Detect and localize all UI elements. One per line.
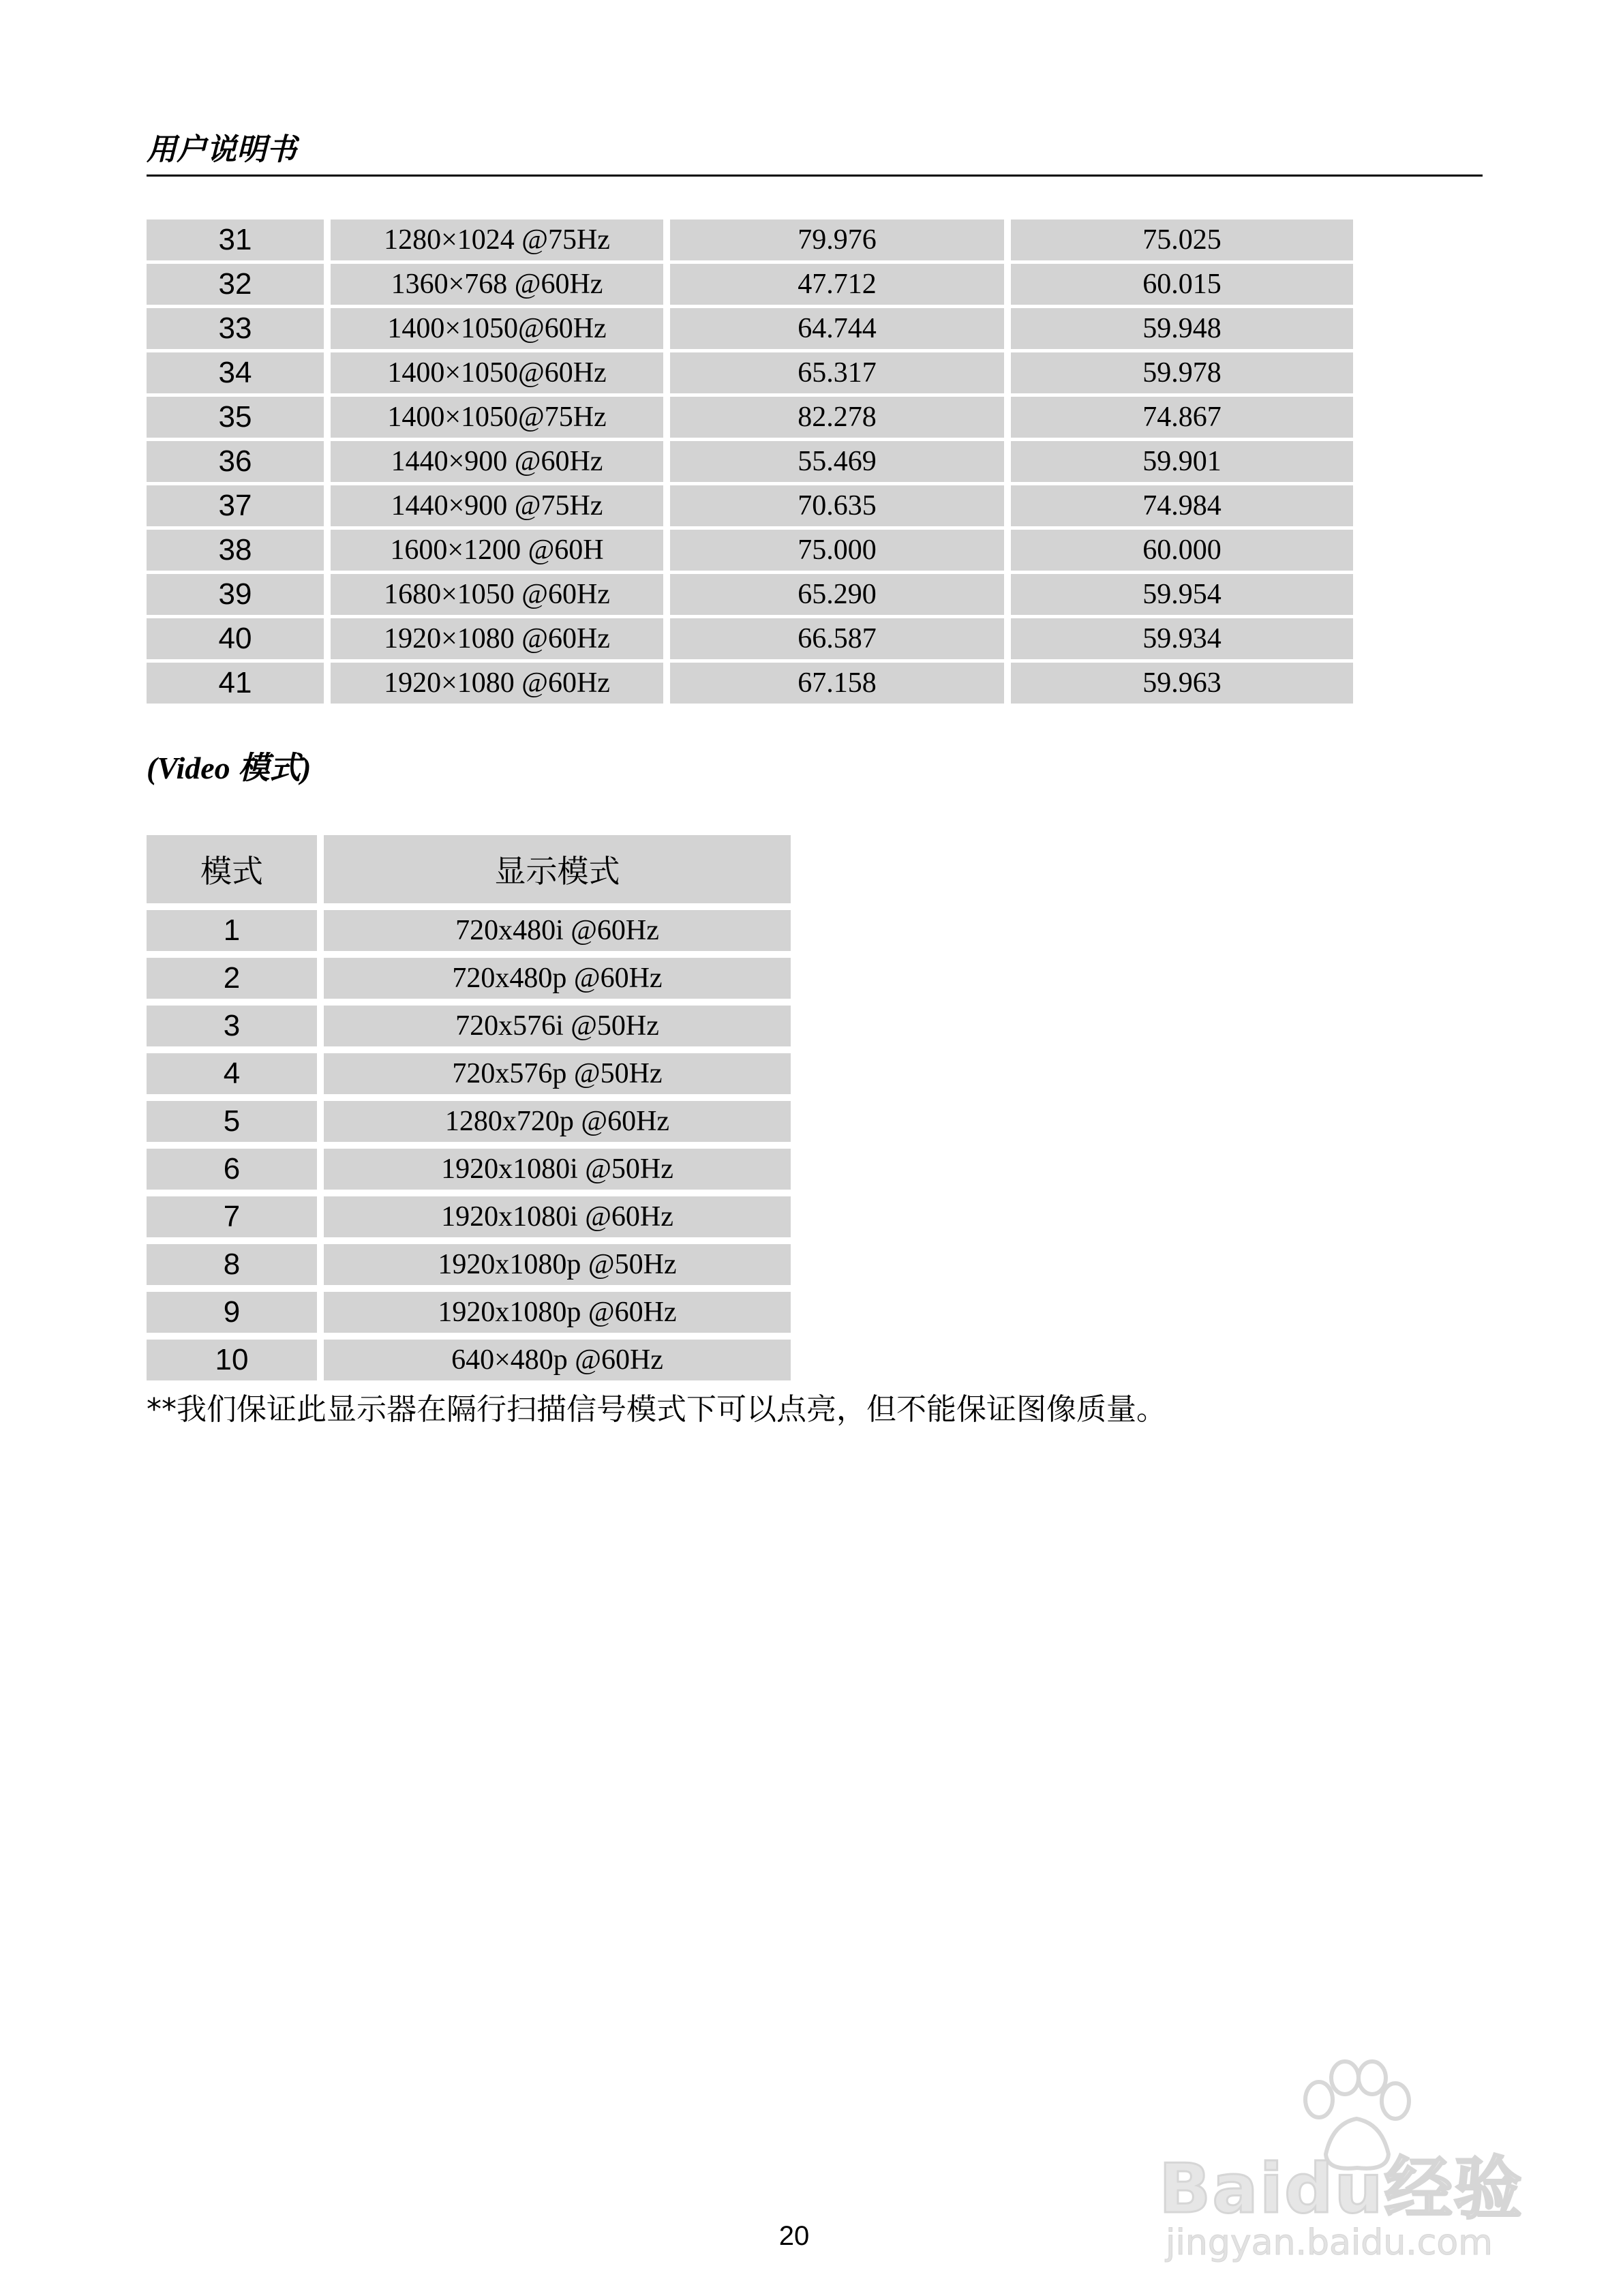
table-row <box>147 397 1483 438</box>
row-number: 35 <box>147 397 324 438</box>
table-row <box>147 308 1483 349</box>
table-row <box>147 910 791 951</box>
horizontal-frequency: 70.635 <box>670 485 1004 526</box>
mode-number: 3 <box>147 1006 317 1046</box>
display-mode: 1920×1080 @60Hz <box>331 663 663 704</box>
table-row <box>147 441 1483 482</box>
display-mode: 1400×1050@75Hz <box>331 397 663 438</box>
vertical-frequency: 59.963 <box>1011 663 1353 704</box>
mode-number: 9 <box>147 1292 317 1333</box>
horizontal-frequency: 82.278 <box>670 397 1004 438</box>
display-mode: 1400×1050@60Hz <box>331 352 663 393</box>
row-number: 31 <box>147 220 324 260</box>
display-mode: 1600×1200 @60H <box>331 530 663 571</box>
horizontal-frequency: 55.469 <box>670 441 1004 482</box>
row-number: 34 <box>147 352 324 393</box>
row-number: 32 <box>147 264 324 305</box>
row-number: 33 <box>147 308 324 349</box>
display-mode: 720x576i @50Hz <box>324 1006 791 1046</box>
horizontal-frequency: 79.976 <box>670 220 1004 260</box>
video-mode-table <box>147 835 791 1387</box>
display-mode: 1920x1080i @50Hz <box>324 1149 791 1190</box>
table-row <box>147 574 1483 615</box>
horizontal-frequency: 67.158 <box>670 663 1004 704</box>
mode-number: 5 <box>147 1101 317 1142</box>
vertical-frequency: 59.978 <box>1011 352 1353 393</box>
horizontal-frequency: 64.744 <box>670 308 1004 349</box>
table-row <box>147 485 1483 526</box>
vertical-frequency: 60.000 <box>1011 530 1353 571</box>
row-number: 38 <box>147 530 324 571</box>
horizontal-frequency: 65.290 <box>670 574 1004 615</box>
table-row <box>147 1196 791 1237</box>
display-mode: 1920x1080i @60Hz <box>324 1196 791 1237</box>
video-table-header-row <box>147 835 791 903</box>
table-row <box>147 663 1483 704</box>
table-row <box>147 264 1483 305</box>
table-row <box>147 220 1483 260</box>
table-row <box>147 1292 791 1333</box>
header-title: 用户说明书 <box>147 132 297 167</box>
display-mode: 720x480p @60Hz <box>324 958 791 999</box>
horizontal-frequency: 65.317 <box>670 352 1004 393</box>
row-number: 36 <box>147 441 324 482</box>
mode-number: 8 <box>147 1244 317 1285</box>
header-display-mode: 显示模式 <box>324 835 791 903</box>
footnote: **我们保证此显示器在隔行扫描信号模式下可以点亮，但不能保证图像质量。 <box>147 1392 1166 1427</box>
display-mode: 1920x1080p @50Hz <box>324 1244 791 1285</box>
table-row <box>147 1101 791 1142</box>
horizontal-frequency: 47.712 <box>670 264 1004 305</box>
vertical-frequency: 59.954 <box>1011 574 1353 615</box>
vertical-frequency: 59.901 <box>1011 441 1353 482</box>
header-rule <box>147 175 1483 177</box>
mode-number: 6 <box>147 1149 317 1190</box>
table-row <box>147 1149 791 1190</box>
table-row <box>147 958 791 999</box>
display-mode: 1360×768 @60Hz <box>331 264 663 305</box>
vertical-frequency: 75.025 <box>1011 220 1353 260</box>
row-number: 39 <box>147 574 324 615</box>
video-table-body <box>147 910 791 1380</box>
display-mode: 1280x720p @60Hz <box>324 1101 791 1142</box>
display-mode: 1440×900 @75Hz <box>331 485 663 526</box>
row-number: 41 <box>147 663 324 704</box>
mode-number: 2 <box>147 958 317 999</box>
display-mode: 720x576p @50Hz <box>324 1053 791 1094</box>
display-mode: 1400×1050@60Hz <box>331 308 663 349</box>
table-row <box>147 352 1483 393</box>
timing-table <box>147 220 1483 707</box>
table-row <box>147 530 1483 571</box>
display-mode: 1440×900 @60Hz <box>331 441 663 482</box>
vertical-frequency: 74.984 <box>1011 485 1353 526</box>
page-number: 20 <box>778 2221 810 2251</box>
row-number: 37 <box>147 485 324 526</box>
mode-number: 4 <box>147 1053 317 1094</box>
vertical-frequency: 59.934 <box>1011 618 1353 659</box>
table-row <box>147 618 1483 659</box>
display-mode: 1920x1080p @60Hz <box>324 1292 791 1333</box>
vertical-frequency: 74.867 <box>1011 397 1353 438</box>
display-mode: 1920×1080 @60Hz <box>331 618 663 659</box>
display-mode: 1280×1024 @75Hz <box>331 220 663 260</box>
horizontal-frequency: 75.000 <box>670 530 1004 571</box>
vertical-frequency: 60.015 <box>1011 264 1353 305</box>
display-mode: 1680×1050 @60Hz <box>331 574 663 615</box>
display-mode: 640×480p @60Hz <box>324 1340 791 1380</box>
table-row <box>147 1244 791 1285</box>
watermark-url: jingyan.baidu.com <box>1166 2222 1493 2263</box>
mode-number: 10 <box>147 1340 317 1380</box>
display-mode: 720x480i @60Hz <box>324 910 791 951</box>
mode-number: 7 <box>147 1196 317 1237</box>
horizontal-frequency: 66.587 <box>670 618 1004 659</box>
mode-number: 1 <box>147 910 317 951</box>
video-mode-heading: (Video 模式) <box>147 751 312 785</box>
watermark-brand: Baidu经验 <box>1159 2149 1523 2229</box>
table-row <box>147 1053 791 1094</box>
baidu-watermark <box>1159 2059 1541 2263</box>
table-row <box>147 1006 791 1046</box>
row-number: 40 <box>147 618 324 659</box>
vertical-frequency: 59.948 <box>1011 308 1353 349</box>
table-row <box>147 1340 791 1380</box>
header-mode: 模式 <box>147 835 317 903</box>
